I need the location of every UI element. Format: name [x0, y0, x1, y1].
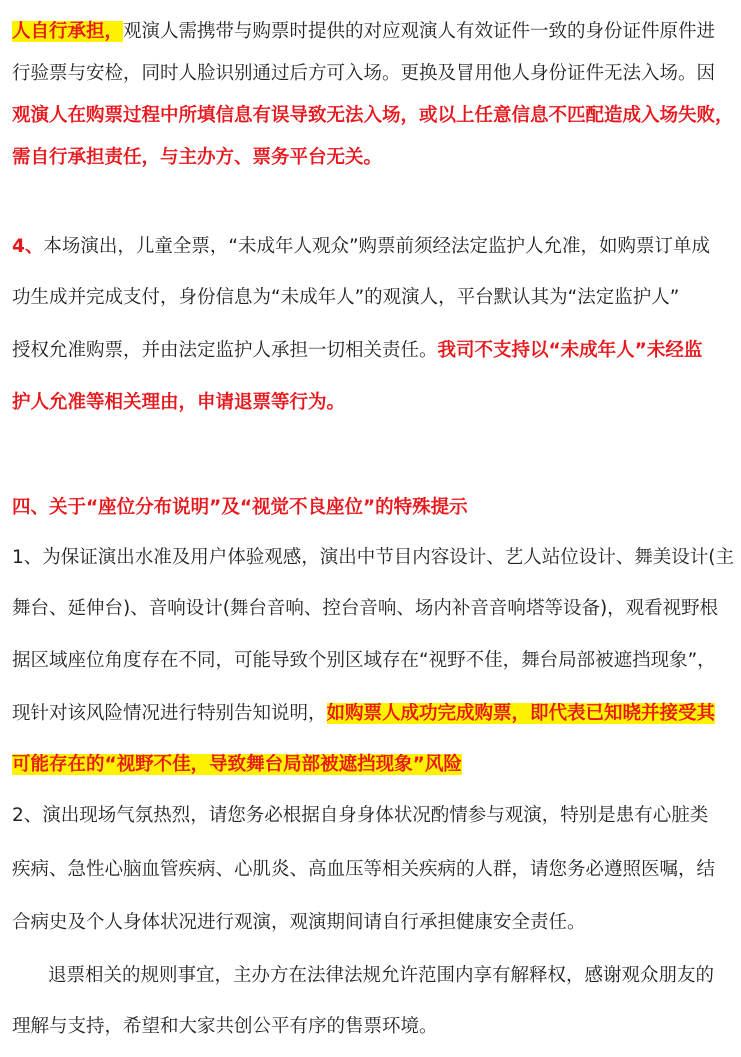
s4-item1-line4 [12, 700, 731, 728]
item4-line2: 功生成并完成支付，身份信息为“未成年人”的观演人，平台默认其为“法定监护人” [12, 287, 680, 308]
s4-item1-line2: 舞台、延伸台)、音响设计(舞台音响、控台音响、场内补音音响塔等设备)，观看视野根 [12, 598, 719, 619]
item4-red-statement: 我司不支持以“未成年人”未经监 [437, 340, 703, 361]
item4-line4: 护人允准等相关理由，申请退票等行为。 [12, 392, 346, 413]
para1-line3: 观演人在购票过程中所填信息有误导致无法入场，或以上任意信息不匹配造成入场失败， [12, 105, 734, 126]
item4-text: 本场演出，儿童全票，“未成年人观众”购票前须经法定监护人允准，如购票订单成 [43, 236, 711, 257]
s4-item1-highlight-1: 如购票人成功完成购票，即代表已知晓并接受其 [326, 703, 716, 724]
s4-item1-line1: 1、为保证演出水准及用户体验观感，演出中节目内容设计、艺人站位设计、舞美设计(主 [12, 547, 734, 568]
closing-line1: 退票相关的规则事宜，主办方在法律法规允许范围内享有解释权，感谢观众朋友的 [48, 965, 715, 986]
para1-highlight: 人自行承担， [12, 21, 124, 42]
para1-line2: 行验票与安检，同时人脸识别通过后方可入场。更换及冒用他人身份证件无法入场。因 [12, 63, 716, 84]
s4-item1-line3: 据区域座位角度存在不同，可能导致个别区域存在“视野不佳，舞台局部被遮挡现象”， [12, 650, 716, 671]
s4-item2-line1: 2、演出现场气氛热烈，请您务必根据自身身体状况酌情参与观演，特别是患有心脏类 [12, 805, 709, 826]
item4-line1 [12, 233, 731, 261]
para1-line4: 需自行承担责任，与主办方、票务平台无关。 [12, 147, 383, 168]
s4-item2-line3: 合病史及个人身体状况进行观演，观演期间请自行承担健康安全责任。 [12, 912, 586, 933]
para1-text: 观演人需携带与购票时提供的对应观演人有效证件一致的身份证件原件进 [123, 21, 716, 42]
item4-number: 4、 [12, 236, 44, 257]
closing-line2: 理解与支持，希望和大家共创公平有序的售票环境。 [12, 1016, 438, 1037]
s4-item1-text-4: 现针对该风险情况进行特别告知说明， [12, 703, 327, 724]
s4-item1-line5 [12, 751, 731, 779]
s4-item2-line2: 疾病、急性心脑血管疾病、心肌炎、高血压等相关疾病的人群，请您务必遵照医嘱，结 [12, 859, 716, 880]
item4-line3 [12, 337, 731, 365]
para1-line1 [12, 18, 731, 46]
s4-item1-highlight-2: 可能存在的“视野不佳，导致舞台局部被遮挡现象”风险 [12, 754, 462, 775]
item4-text-3: 授权允准购票，并由法定监护人承担一切相关责任。 [12, 340, 438, 361]
section4-heading: 四、关于“座位分布说明”及“视觉不良座位”的特殊提示 [12, 497, 468, 518]
